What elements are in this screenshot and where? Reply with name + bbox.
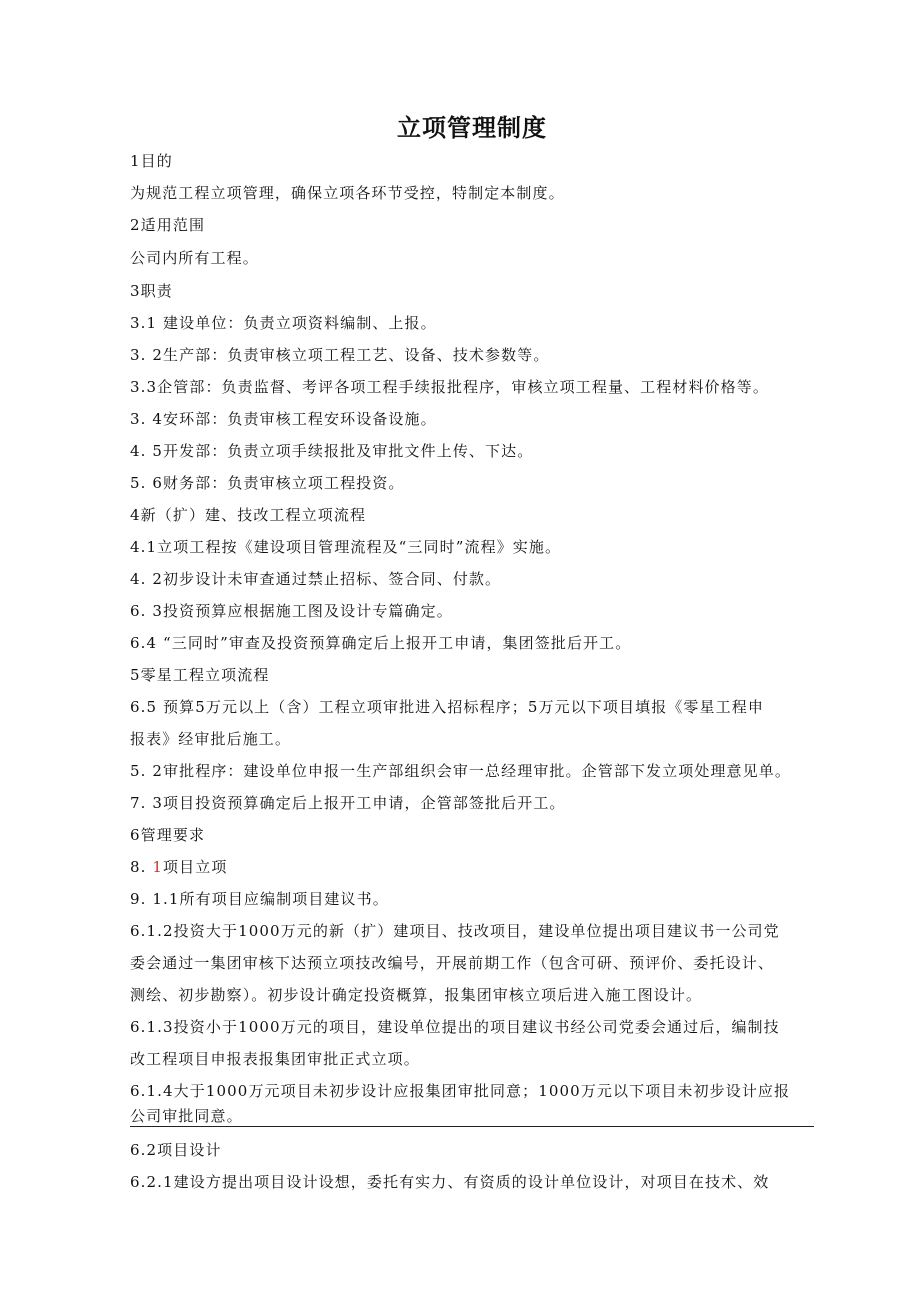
paragraph-line: 6.4 “三同时”审查及投资预算确定后上报开工申请，集团签批后开工。 bbox=[130, 634, 632, 652]
red-number: 1 bbox=[152, 858, 164, 876]
paragraph-line: 5. 2审批程序：建设单位申报一生产部组织会审一总经理审批。企管部下发立项处理意见单。 bbox=[130, 762, 791, 780]
document-title: 立项管理制度 bbox=[397, 114, 547, 142]
section-heading: 6.2项目设计 bbox=[130, 1141, 222, 1159]
section-heading: 4新（扩）建、技改工程立项流程 bbox=[130, 506, 367, 524]
section-heading: 3职责 bbox=[130, 282, 173, 300]
paragraph-line: 6.5 预算5万元以上（含）工程立项审批进入招标程序；5万元以下项目填报《零星工程申 bbox=[130, 698, 764, 716]
paragraph-line: 公司审批同意。 bbox=[130, 1107, 243, 1125]
paragraph-line: 改工程项目申报表报集团审批正式立项。 bbox=[130, 1050, 420, 1068]
paragraph-line: 5. 6财务部：负责审核立项工程投资。 bbox=[130, 474, 405, 492]
paragraph-line: 7. 3项目投资预算确定后上报开工申请，企管部签批后开工。 bbox=[130, 794, 566, 812]
paragraph-line: 3.3企管部：负责监督、考评各项工程手续报批程序，审核立项工程量、工程材料价格等。 bbox=[130, 378, 769, 396]
paragraph-line: 9. 1.1所有项目应编制项目建议书。 bbox=[130, 890, 389, 908]
section-heading: 5零星工程立项流程 bbox=[130, 666, 270, 684]
paragraph-line: 3.1 建设单位：负责立项资料编制、上报。 bbox=[130, 314, 437, 332]
list-number: 8. bbox=[130, 858, 153, 876]
horizontal-rule bbox=[130, 1126, 814, 1127]
paragraph-line: 报表》经审批后施工。 bbox=[130, 730, 292, 748]
paragraph-line: 4. 5开发部：负责立项手续报批及审批文件上传、下达。 bbox=[130, 442, 534, 460]
paragraph-line: 4.1立项工程按《建设项目管理流程及“三同时”流程》实施。 bbox=[130, 538, 562, 556]
paragraph-line: 为规范工程立项管理，确保立项各环节受控，特制定本制度。 bbox=[130, 184, 565, 202]
paragraph-line: 6.2.1建设方提出项目设计设想，委托有实力、有资质的设计单位设计，对项目在技术、效 bbox=[130, 1173, 770, 1191]
paragraph-line: 6.1.4大于1000万元项目未初步设计应报集团审批同意；1000万元以下项目未初步设计应报 bbox=[130, 1082, 791, 1100]
paragraph-line: 4. 2初步设计未审查通过禁止招标、签合同、付款。 bbox=[130, 570, 502, 588]
paragraph-line: 6. 3投资预算应根据施工图及设计专篇确定。 bbox=[130, 602, 453, 620]
list-text: 项目立项 bbox=[163, 858, 228, 876]
paragraph-line: 委会通过一集团审核下达预立项技改编号，开展前期工作（包含可研、预评价、委托设计、 bbox=[130, 954, 775, 972]
paragraph-line: 测绘、初步勘察）。初步设计确定投资概算，报集团审核立项后进入施工图设计。 bbox=[130, 986, 703, 1004]
section-heading: 1目的 bbox=[130, 152, 173, 170]
paragraph-line: 6.1.2投资大于1000万元的新（扩）建项目、技改项目，建设单位提出项目建议书一公司党 bbox=[130, 922, 780, 940]
paragraph-line: 公司内所有工程。 bbox=[130, 249, 259, 267]
paragraph-line bbox=[130, 857, 814, 877]
paragraph-line: 6.1.3投资小于1000万元的项目，建设单位提出的项目建议书经公司党委会通过后，编制技 bbox=[130, 1018, 780, 1036]
section-heading: 2适用范围 bbox=[130, 216, 206, 234]
paragraph-line: 3. 4安环部：负责审核工程安环设备设施。 bbox=[130, 410, 437, 428]
paragraph-line: 3. 2生产部：负责审核立项工程工艺、设备、技术参数等。 bbox=[130, 346, 550, 364]
section-heading: 6管理要求 bbox=[130, 826, 206, 844]
